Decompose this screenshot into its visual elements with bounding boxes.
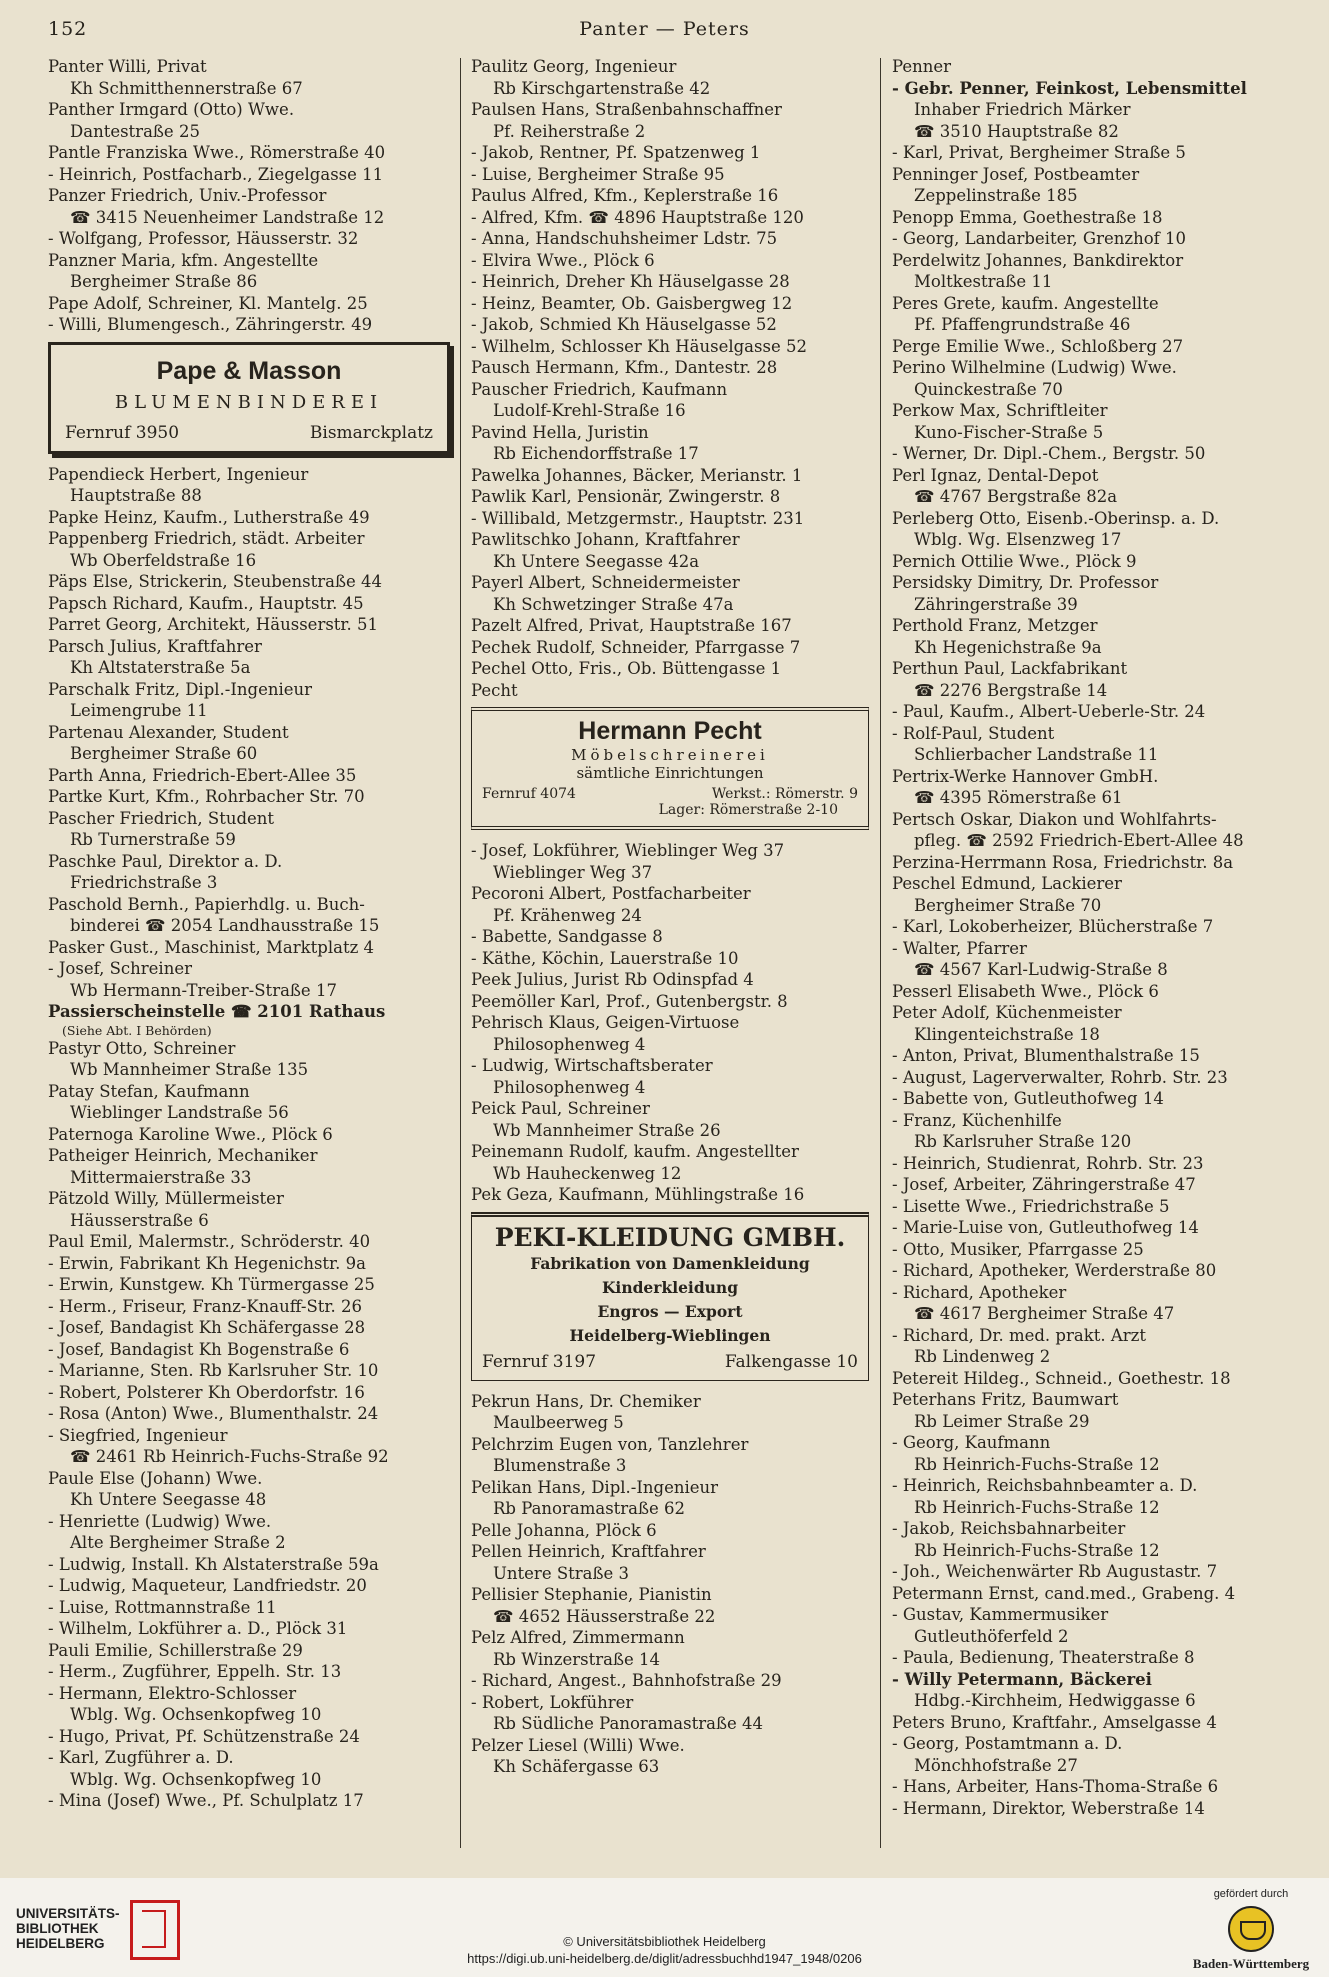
directory-entry: Alte Bergheimer Straße 2 bbox=[70, 1533, 286, 1552]
directory-entry: - Hans, Arbeiter, Hans-Thoma-Straße 6 bbox=[892, 1777, 1219, 1796]
directory-entry: Pawlitschko Johann, Kraftfahrer bbox=[471, 530, 740, 549]
directory-entry: Pellen Heinrich, Kraftfahrer bbox=[471, 1542, 706, 1561]
directory-entry: - August, Lagerverwalter, Rohrb. Str. 23 bbox=[892, 1067, 1228, 1087]
directory-entry: - Elvira Wwe., Plöck 6 bbox=[471, 250, 655, 270]
directory-entry: ☎ 3510 Hauptstraße 82 bbox=[914, 121, 1119, 141]
directory-entry: Rb Panoramastraße 62 bbox=[493, 1499, 686, 1518]
directory-entry: Parsch Julius, Kraftfahrer bbox=[48, 636, 262, 656]
directory-entry: Päps Else, Strickerin, Steubenstraße 44 bbox=[48, 572, 383, 591]
directory-entry: Perzina-Herrmann Rosa, Friedrichstr. 8a bbox=[892, 852, 1234, 872]
directory-entry: - Herm., Friseur, Franz-Knauff-Str. 26 bbox=[48, 1296, 362, 1316]
directory-entry: - Rosa (Anton) Wwe., Blumenthalstr. 24 bbox=[48, 1404, 379, 1423]
directory-entry: - Willibald, Metzgermstr., Hauptstr. 231 bbox=[471, 508, 805, 528]
directory-entry: Pape Adolf, Schreiner, Kl. Mantelg. 25 bbox=[48, 293, 368, 313]
directory-entry: Peter Adolf, Küchenmeister bbox=[892, 1003, 1122, 1022]
directory-entry: Hauptstraße 88 bbox=[70, 486, 202, 505]
directory-entry: Pekrun Hans, Dr. Chemiker bbox=[471, 1391, 701, 1411]
directory-entry: Paulitz Georg, Ingenieur bbox=[471, 57, 677, 76]
directory-entry: Petereit Hildeg., Schneid., Goethestr. 18 bbox=[892, 1368, 1231, 1388]
entry-list bbox=[467, 840, 875, 1206]
directory-entry: Pecht bbox=[471, 680, 518, 700]
directory-entry: Häusserstraße 6 bbox=[70, 1210, 209, 1230]
directory-entry: - Marie-Luise von, Gutleuthofweg 14 bbox=[892, 1218, 1199, 1237]
directory-entry: Pätzold Willy, Müllermeister bbox=[48, 1189, 284, 1208]
directory-entry: - Josef, Schreiner bbox=[48, 959, 192, 978]
directory-entry: Papke Heinz, Kaufm., Lutherstraße 49 bbox=[48, 507, 370, 527]
directory-entry: - Jakob, Rentner, Pf. Spatzenweg 1 bbox=[471, 143, 761, 162]
directory-entry: ☎ 4652 Häusserstraße 22 bbox=[493, 1606, 716, 1626]
ad-name: Pape & Masson bbox=[156, 356, 342, 385]
directory-entry: Parth Anna, Friedrich-Ebert-Allee 35 bbox=[48, 765, 357, 785]
directory-entry: - Georg, Kaufmann bbox=[892, 1433, 1051, 1452]
directory-entry: Kh Untere Seegasse 48 bbox=[70, 1490, 267, 1509]
directory-entry: - Ludwig, Maqueteur, Landfriedstr. 20 bbox=[48, 1576, 367, 1595]
entry-list bbox=[467, 56, 875, 701]
directory-entry: Peick Paul, Schreiner bbox=[471, 1099, 650, 1118]
directory-entry: Wb Hauheckenweg 12 bbox=[493, 1163, 682, 1183]
funding-logo[interactable] bbox=[1191, 1888, 1311, 1972]
directory-entry: Wieblinger Weg 37 bbox=[493, 862, 653, 882]
directory-entry: - Ludwig, Wirtschaftsberater bbox=[471, 1056, 713, 1075]
directory-entry: - Hugo, Privat, Pf. Schützenstraße 24 bbox=[48, 1726, 360, 1746]
directory-column-2 bbox=[467, 56, 875, 1778]
directory-entry: Wb Hermann-Treiber-Straße 17 bbox=[70, 980, 337, 1000]
directory-entry: Philosophenweg 4 bbox=[493, 1077, 646, 1097]
directory-entry: - Karl, Lokoberheizer, Blücherstraße 7 bbox=[892, 917, 1214, 936]
directory-entry: Pecoroni Albert, Postfacharbeiter bbox=[471, 884, 751, 903]
directory-entry: Perino Wilhelmine (Ludwig) Wwe. bbox=[892, 358, 1177, 377]
directory-entry: - Robert, Polsterer Kh Oberdorfstr. 16 bbox=[48, 1382, 365, 1402]
directory-entry: - Karl, Privat, Bergheimer Straße 5 bbox=[892, 143, 1186, 162]
directory-entry: Pelikan Hans, Dipl.-Ingenieur bbox=[471, 1477, 719, 1497]
directory-entry: Parschalk Fritz, Dipl.-Ingenieur bbox=[48, 679, 313, 699]
directory-entry: Papendieck Herbert, Ingenieur bbox=[48, 464, 309, 484]
directory-entry: Paternoga Karoline Wwe., Plöck 6 bbox=[48, 1124, 333, 1144]
directory-entry: Pazelt Alfred, Privat, Hauptstraße 167 bbox=[471, 616, 792, 635]
directory-entry: Rb Turnerstraße 59 bbox=[70, 830, 236, 849]
column-divider bbox=[460, 58, 461, 1848]
directory-entry: - Robert, Lokführer bbox=[471, 1692, 634, 1712]
ad-subtitle: BLUMENBINDEREI bbox=[114, 391, 384, 413]
directory-entry: Bergheimer Straße 70 bbox=[914, 895, 1102, 915]
directory-entry: Hdbg.-Kirchheim, Hedwiggasse 6 bbox=[914, 1691, 1196, 1710]
directory-entry: Peinemann Rudolf, kaufm. Angestellter bbox=[471, 1142, 799, 1161]
ad-phone: Fernruf 4074 bbox=[482, 786, 576, 802]
ad-line-3: Engros — Export bbox=[597, 1301, 743, 1321]
directory-entry: - Luise, Bergheimer Straße 95 bbox=[471, 164, 725, 184]
directory-entry: - Karl, Zugführer a. D. bbox=[48, 1748, 234, 1767]
directory-entry: Pernich Ottilie Wwe., Plöck 9 bbox=[892, 551, 1137, 571]
directory-entry: Pek Geza, Kaufmann, Mühlingstraße 16 bbox=[471, 1185, 805, 1204]
directory-entry: Kh Hegenichstraße 9a bbox=[914, 637, 1102, 657]
directory-entry: Pauscher Friedrich, Kaufmann bbox=[471, 379, 728, 399]
directory-entry: Bergheimer Straße 86 bbox=[70, 272, 258, 291]
directory-entry: Inhaber Friedrich Märker bbox=[914, 100, 1131, 119]
directory-entry: Kuno-Fischer-Straße 5 bbox=[914, 422, 1104, 442]
directory-entry: ☎ 4567 Karl-Ludwig-Straße 8 bbox=[914, 960, 1168, 979]
directory-entry: ☎ 3415 Neuenheimer Landstraße 12 bbox=[70, 207, 385, 227]
directory-entry: ☎ 4617 Bergheimer Straße 47 bbox=[914, 1304, 1175, 1323]
directory-entry: - Josef, Bandagist Kh Bogenstraße 6 bbox=[48, 1339, 350, 1359]
ad-store: Lager: Römerstraße 2-10 bbox=[658, 802, 838, 818]
directory-entry: Pechek Rudolf, Schneider, Pfarrgasse 7 bbox=[471, 637, 801, 657]
ad-phone: Fernruf 3950 bbox=[65, 422, 180, 443]
directory-entry: Panther Irmgard (Otto) Wwe. bbox=[48, 100, 295, 119]
directory-entry: Partke Kurt, Kfm., Rohrbacher Str. 70 bbox=[48, 787, 365, 806]
directory-entry: - Willy Petermann, Bäckerei bbox=[892, 1669, 1152, 1689]
advertisement-pape-masson bbox=[48, 342, 450, 454]
state-name: Baden-Württemberg bbox=[1192, 1956, 1310, 1971]
directory-entry: - Wolfgang, Professor, Häusserstr. 32 bbox=[48, 229, 359, 248]
entry-list bbox=[467, 1391, 875, 1778]
directory-entry: Wb Oberfeldstraße 16 bbox=[70, 550, 257, 570]
directory-entry: Perkow Max, Schriftleiter bbox=[892, 401, 1108, 420]
directory-entry: - Josef, Arbeiter, Zähringerstraße 47 bbox=[892, 1175, 1196, 1194]
directory-entry: Pawlik Karl, Pensionär, Zwingerstr. 8 bbox=[471, 487, 781, 506]
directory-entry: Rb Südliche Panoramastraße 44 bbox=[493, 1714, 763, 1733]
directory-entry: Pantle Franziska Wwe., Römerstraße 40 bbox=[48, 143, 386, 162]
directory-entry: Paulsen Hans, Straßenbahnschaffner bbox=[471, 100, 782, 119]
directory-entry: Mönchhofstraße 27 bbox=[914, 1755, 1078, 1775]
directory-entry: Pavind Hella, Juristin bbox=[471, 422, 649, 442]
directory-entry: - Richard, Dr. med. prakt. Arzt bbox=[892, 1325, 1146, 1345]
page-title: Panter — Peters bbox=[579, 18, 750, 40]
directory-entry: - Ludwig, Install. Kh Alstaterstraße 59a bbox=[48, 1554, 379, 1574]
directory-entry: Leimengrube 11 bbox=[70, 701, 208, 720]
directory-entry: Zeppelinstraße 185 bbox=[914, 186, 1078, 205]
directory-entry: ☎ 4767 Bergstraße 82a bbox=[914, 487, 1118, 506]
directory-entry: Rb Leimer Straße 29 bbox=[914, 1411, 1090, 1431]
directory-entry: - Lisette Wwe., Friedrichstraße 5 bbox=[892, 1196, 1170, 1216]
directory-entry: Pellisier Stephanie, Pianistin bbox=[471, 1585, 712, 1604]
directory-entry: Paschold Bernh., Papierhdlg. u. Buch- bbox=[48, 894, 365, 914]
directory-entry: - Franz, Küchenhilfe bbox=[892, 1110, 1062, 1130]
directory-entry: - Henriette (Ludwig) Wwe. bbox=[48, 1511, 272, 1531]
directory-entry: Pertsch Oskar, Diakon und Wohlfahrts- bbox=[892, 809, 1217, 829]
directory-entry: - Georg, Landarbeiter, Grenzhof 10 bbox=[892, 229, 1186, 248]
directory-entry: - Willi, Blumengesch., Zähringerstr. 49 bbox=[48, 315, 373, 334]
ad-address: Bismarckplatz bbox=[309, 422, 433, 443]
directory-entry: Pappenberg Friedrich, städt. Arbeiter bbox=[48, 529, 365, 548]
directory-column-1 bbox=[44, 56, 456, 1812]
state-crest-icon bbox=[1228, 1906, 1274, 1952]
directory-entry: Rb Heinrich-Fuchs-Straße 12 bbox=[914, 1497, 1160, 1517]
directory-entry: Perthold Franz, Metzger bbox=[892, 616, 1098, 635]
directory-entry: Klingenteichstraße 18 bbox=[914, 1024, 1100, 1044]
directory-entry: - Heinrich, Dreher Kh Häuselgasse 28 bbox=[471, 272, 790, 291]
directory-entry: Untere Straße 3 bbox=[493, 1563, 630, 1583]
directory-entry: Panzer Friedrich, Univ.-Professor bbox=[48, 186, 327, 205]
directory-entry: - Siegfried, Ingenieur bbox=[48, 1425, 228, 1445]
directory-entry: - Georg, Postamtmann a. D. bbox=[892, 1734, 1123, 1753]
ad-subtitle-2: sämtliche Einrichtungen bbox=[576, 764, 764, 782]
directory-entry: Petermann Ernst, cand.med., Grabeng. 4 bbox=[892, 1583, 1236, 1603]
directory-entry: Wb Mannheimer Straße 135 bbox=[70, 1060, 309, 1079]
ad-workshop: Werkst.: Römerstr. 9 bbox=[711, 786, 858, 802]
directory-entry: - Joh., Weichenwärter Rb Augustastr. 7 bbox=[892, 1562, 1218, 1581]
directory-entry: Schlierbacher Landstraße 11 bbox=[914, 745, 1159, 764]
directory-entry: Peters Bruno, Kraftfahr., Amselgasse 4 bbox=[892, 1712, 1217, 1732]
directory-entry: - Erwin, Kunstgew. Kh Türmergasse 25 bbox=[48, 1275, 375, 1294]
directory-entry: Passierscheinstelle ☎ 2101 Rathaus bbox=[48, 1002, 386, 1021]
directory-entry: Wblg. Wg. Ochsenkopfweg 10 bbox=[70, 1769, 322, 1789]
directory-entry: - Richard, Apotheker bbox=[892, 1282, 1067, 1302]
directory-entry: Pauli Emilie, Schillerstraße 29 bbox=[48, 1640, 303, 1660]
directory-entry: Penner bbox=[892, 57, 952, 76]
directory-entry: Patay Stefan, Kaufmann bbox=[48, 1081, 250, 1101]
directory-entry: - Rolf-Paul, Student bbox=[892, 723, 1055, 743]
directory-entry: - Mina (Josef) Wwe., Pf. Schulplatz 17 bbox=[48, 1791, 364, 1810]
directory-entry: Pelz Alfred, Zimmermann bbox=[471, 1628, 685, 1647]
directory-entry: Persidsky Dimitry, Dr. Professor bbox=[892, 573, 1159, 592]
directory-entry: Pausch Hermann, Kfm., Dantestr. 28 bbox=[471, 358, 778, 377]
directory-entry: Paschke Paul, Direktor a. D. bbox=[48, 851, 283, 871]
directory-entry: - Heinrich, Postfacharb., Ziegelgasse 11 bbox=[48, 164, 384, 184]
directory-entry: - Josef, Lokführer, Wieblinger Weg 37 bbox=[471, 841, 785, 860]
directory-entry: Gutleuthöferfeld 2 bbox=[914, 1626, 1069, 1646]
directory-entry: Payerl Albert, Schneidermeister bbox=[471, 573, 740, 592]
directory-entry: Perleberg Otto, Eisenb.-Oberinsp. a. D. bbox=[892, 508, 1220, 528]
directory-entry: - Jakob, Schmied Kh Häuselgasse 52 bbox=[471, 315, 777, 334]
directory-entry: Pelzer Liesel (Willi) Wwe. bbox=[471, 1735, 685, 1755]
directory-entry: Kh Schwetzinger Straße 47a bbox=[493, 594, 734, 614]
directory-entry: Perge Emilie Wwe., Schloßberg 27 bbox=[892, 336, 1184, 356]
directory-entry: Panter Willi, Privat bbox=[48, 57, 207, 76]
directory-entry: Perdelwitz Johannes, Bankdirektor bbox=[892, 250, 1184, 270]
directory-entry: - Hermann, Elektro-Schlosser bbox=[48, 1683, 297, 1703]
directory-entry: Peemöller Karl, Prof., Gutenbergstr. 8 bbox=[471, 991, 788, 1011]
directory-entry: Kh Schäfergasse 63 bbox=[493, 1757, 660, 1776]
directory-entry: - Gebr. Penner, Feinkost, Lebensmittel bbox=[892, 78, 1247, 98]
entry-list bbox=[44, 56, 456, 336]
source-url[interactable]: https://digi.ub.uni-heidelberg.de/diglit/adressbuchhd1947_1948/0206 bbox=[467, 1951, 862, 1966]
directory-entry: - Wilhelm, Lokführer a. D., Plöck 31 bbox=[48, 1619, 348, 1638]
directory-entry: Rb Lindenweg 2 bbox=[914, 1347, 1051, 1366]
directory-entry: Rb Winzerstraße 14 bbox=[493, 1649, 660, 1669]
directory-entry: Peres Grete, kaufm. Angestellte bbox=[892, 293, 1159, 313]
directory-entry: - Jakob, Reichsbahnarbeiter bbox=[892, 1519, 1126, 1538]
copyright-text: © Universitätsbibliothek Heidelberg bbox=[563, 1934, 766, 1949]
directory-entry: - Alfred, Kfm. ☎ 4896 Hauptstraße 120 bbox=[471, 207, 804, 227]
directory-entry: - Paul, Kaufm., Albert-Ueberle-Str. 24 bbox=[892, 702, 1206, 721]
directory-entry: Wblg. Wg. Elsenzweg 17 bbox=[914, 530, 1122, 549]
directory-entry: Kh Untere Seegasse 42a bbox=[493, 551, 700, 571]
directory-entry: Perl Ignaz, Dental-Depot bbox=[892, 465, 1099, 485]
directory-entry: - Otto, Musiker, Pfarrgasse 25 bbox=[892, 1239, 1144, 1259]
directory-entry: Pelchrzim Eugen von, Tanzlehrer bbox=[471, 1434, 749, 1454]
directory-entry: Papsch Richard, Kaufm., Hauptstr. 45 bbox=[48, 593, 364, 613]
directory-entry: Peschel Edmund, Lackierer bbox=[892, 874, 1122, 893]
directory-entry: Ludolf-Krehl-Straße 16 bbox=[493, 401, 686, 420]
directory-entry: Maulbeerweg 5 bbox=[493, 1413, 624, 1432]
ad-phone: Fernruf 3197 bbox=[482, 1351, 597, 1372]
directory-entry: Perthun Paul, Lackfabrikant bbox=[892, 659, 1128, 678]
directory-entry: - Heinz, Beamter, Ob. Gaisbergweg 12 bbox=[471, 293, 793, 313]
directory-entry: Rb Karlsruher Straße 120 bbox=[914, 1132, 1132, 1151]
directory-entry: Mittermaierstraße 33 bbox=[70, 1167, 252, 1187]
directory-entry: ☎ 2461 Rb Heinrich-Fuchs-Straße 92 bbox=[70, 1447, 389, 1466]
directory-entry: - Walter, Pfarrer bbox=[892, 938, 1027, 958]
directory-entry: Wb Mannheimer Straße 26 bbox=[493, 1120, 721, 1140]
directory-entry: Pasker Gust., Maschinist, Marktplatz 4 bbox=[48, 937, 375, 957]
directory-entry: Rb Eichendorffstraße 17 bbox=[493, 444, 699, 463]
directory-entry: pfleg. ☎ 2592 Friedrich-Ebert-Allee 48 bbox=[914, 831, 1244, 850]
directory-entry: Pf. Pfaffengrundstraße 46 bbox=[914, 315, 1131, 334]
directory-entry: Pelle Johanna, Plöck 6 bbox=[471, 1520, 657, 1540]
directory-entry: - Heinrich, Studienrat, Rohrb. Str. 23 bbox=[892, 1153, 1204, 1173]
ad-address: Falkengasse 10 bbox=[724, 1351, 858, 1372]
directory-entry: - Anna, Handschuhsheimer Ldstr. 75 bbox=[471, 229, 778, 248]
directory-entry: Kh Schmitthennerstraße 67 bbox=[70, 78, 303, 98]
directory-entry: Patheiger Heinrich, Mechaniker bbox=[48, 1146, 318, 1165]
directory-entry: - Erwin, Fabrikant Kh Hegenichstr. 9a bbox=[48, 1253, 366, 1273]
directory-entry: Dantestraße 25 bbox=[70, 121, 200, 141]
advertisement-peki-kleidung bbox=[471, 1212, 869, 1381]
directory-entry: - Anton, Privat, Blumenthalstraße 15 bbox=[892, 1046, 1200, 1065]
directory-entry: Rb Heinrich-Fuchs-Straße 12 bbox=[914, 1454, 1160, 1474]
directory-entry: Friedrichstraße 3 bbox=[70, 873, 218, 892]
directory-entry: Rb Heinrich-Fuchs-Straße 12 bbox=[914, 1540, 1160, 1560]
library-name: UNIVERSITÄTS- BIBLIOTHEK HEIDELBERG bbox=[16, 1906, 120, 1951]
ad-name: PEKI-KLEIDUNG GMBH. bbox=[494, 1222, 846, 1252]
directory-entry: Pf. Reiherstraße 2 bbox=[493, 121, 646, 141]
directory-entry: Blumenstraße 3 bbox=[493, 1456, 627, 1475]
directory-entry: - Käthe, Köchin, Lauerstraße 10 bbox=[471, 948, 739, 968]
directory-entry: - Herm., Zugführer, Eppelh. Str. 13 bbox=[48, 1662, 342, 1681]
directory-entry: Moltkestraße 11 bbox=[914, 272, 1053, 291]
directory-entry: ☎ 2276 Bergstraße 14 bbox=[914, 680, 1108, 700]
funded-by-label: gefördert durch bbox=[1213, 1888, 1289, 1900]
entry-list bbox=[888, 56, 1283, 1819]
directory-entry: Pastyr Otto, Schreiner bbox=[48, 1038, 236, 1058]
directory-entry: - Hermann, Direktor, Weberstraße 14 bbox=[892, 1798, 1205, 1818]
directory-entry: Wblg. Wg. Ochsenkopfweg 10 bbox=[70, 1705, 322, 1724]
page-number: 152 bbox=[48, 18, 88, 40]
directory-entry: - Richard, Angest., Bahnhofstraße 29 bbox=[471, 1671, 782, 1690]
directory-entry: Pehrisch Klaus, Geigen-Virtuose bbox=[471, 1013, 740, 1032]
directory-entry: Rb Kirschgartenstraße 42 bbox=[493, 78, 711, 98]
directory-entry: - Paula, Bedienung, Theaterstraße 8 bbox=[892, 1648, 1195, 1667]
directory-entry: Kh Altstaterstraße 5a bbox=[70, 658, 251, 677]
directory-entry: - Werner, Dr. Dipl.-Chem., Bergstr. 50 bbox=[892, 444, 1206, 463]
directory-entry: - Luise, Rottmannstraße 11 bbox=[48, 1597, 277, 1617]
directory-entry: - Heinrich, Reichsbahnbeamter a. D. bbox=[892, 1476, 1198, 1495]
column-divider bbox=[880, 58, 881, 1848]
directory-entry: Pawelka Johannes, Bäcker, Merianstr. 1 bbox=[471, 465, 803, 485]
directory-entry: binderei ☎ 2054 Landhausstraße 15 bbox=[70, 916, 380, 935]
ad-subtitle: Möbelschreinerei bbox=[571, 746, 769, 764]
directory-entry: Paule Else (Johann) Wwe. bbox=[48, 1468, 263, 1488]
directory-entry: - Marianne, Sten. Rb Karlsruher Str. 10 bbox=[48, 1361, 379, 1380]
advertisement-hermann-pecht bbox=[471, 707, 869, 830]
directory-entry: Pf. Krähenweg 24 bbox=[493, 905, 642, 925]
directory-entry: Quinckestraße 70 bbox=[914, 379, 1063, 399]
directory-entry: Paul Emil, Malermstr., Schröderstr. 40 bbox=[48, 1232, 371, 1251]
directory-entry: Paulus Alfred, Kfm., Keplerstraße 16 bbox=[471, 186, 779, 205]
page-header bbox=[0, 16, 1329, 46]
directory-entry: Partenau Alexander, Student bbox=[48, 722, 289, 742]
directory-entry: Pesserl Elisabeth Wwe., Plöck 6 bbox=[892, 981, 1159, 1001]
directory-entry: Penninger Josef, Postbeamter bbox=[892, 164, 1140, 184]
directory-entry: Parret Georg, Architekt, Häusserstr. 51 bbox=[48, 615, 378, 634]
ad-line-1: Fabrikation von Damenkleidung bbox=[530, 1253, 810, 1273]
directory-entry: Philosophenweg 4 bbox=[493, 1034, 646, 1054]
directory-entry: ☎ 4395 Römerstraße 61 bbox=[914, 788, 1123, 807]
directory-entry: - Wilhelm, Schlosser Kh Häuselgasse 52 bbox=[471, 336, 807, 356]
directory-entry: - Babette von, Gutleuthofweg 14 bbox=[892, 1089, 1164, 1108]
entry-list bbox=[44, 464, 456, 1812]
digitization-footer bbox=[0, 1878, 1329, 1977]
directory-entry: Peek Julius, Jurist Rb Odinspfad 4 bbox=[471, 970, 754, 989]
directory-entry: Bergheimer Straße 60 bbox=[70, 744, 258, 763]
directory-entry: Wieblinger Landstraße 56 bbox=[70, 1103, 289, 1122]
directory-entry: - Babette, Sandgasse 8 bbox=[471, 927, 663, 946]
directory-entry: Pertrix-Werke Hannover GmbH. bbox=[892, 766, 1159, 786]
directory-entry: Panzner Maria, kfm. Angestellte bbox=[48, 250, 319, 270]
ad-name: Hermann Pecht bbox=[578, 717, 762, 745]
ad-line-2: Kinderkleidung bbox=[601, 1277, 739, 1297]
credit bbox=[0, 1933, 1329, 1967]
ad-line-4: Heidelberg-Wieblingen bbox=[569, 1325, 771, 1345]
directory-column-3 bbox=[888, 56, 1283, 1819]
directory-entry: (Siehe Abt. I Behörden) bbox=[62, 1022, 212, 1038]
directory-entry: Pascher Friedrich, Student bbox=[48, 808, 275, 828]
directory-entry: Penopp Emma, Goethestraße 18 bbox=[892, 207, 1163, 227]
directory-entry: Pechel Otto, Fris., Ob. Büttengasse 1 bbox=[471, 659, 782, 678]
directory-entry: Zähringerstraße 39 bbox=[914, 594, 1078, 614]
directory-entry: - Richard, Apotheker, Werderstraße 80 bbox=[892, 1261, 1217, 1280]
directory-entry: - Gustav, Kammermusiker bbox=[892, 1605, 1109, 1624]
directory-entry: Peterhans Fritz, Baumwart bbox=[892, 1390, 1119, 1409]
directory-entry: - Josef, Bandagist Kh Schäfergasse 28 bbox=[48, 1318, 366, 1337]
